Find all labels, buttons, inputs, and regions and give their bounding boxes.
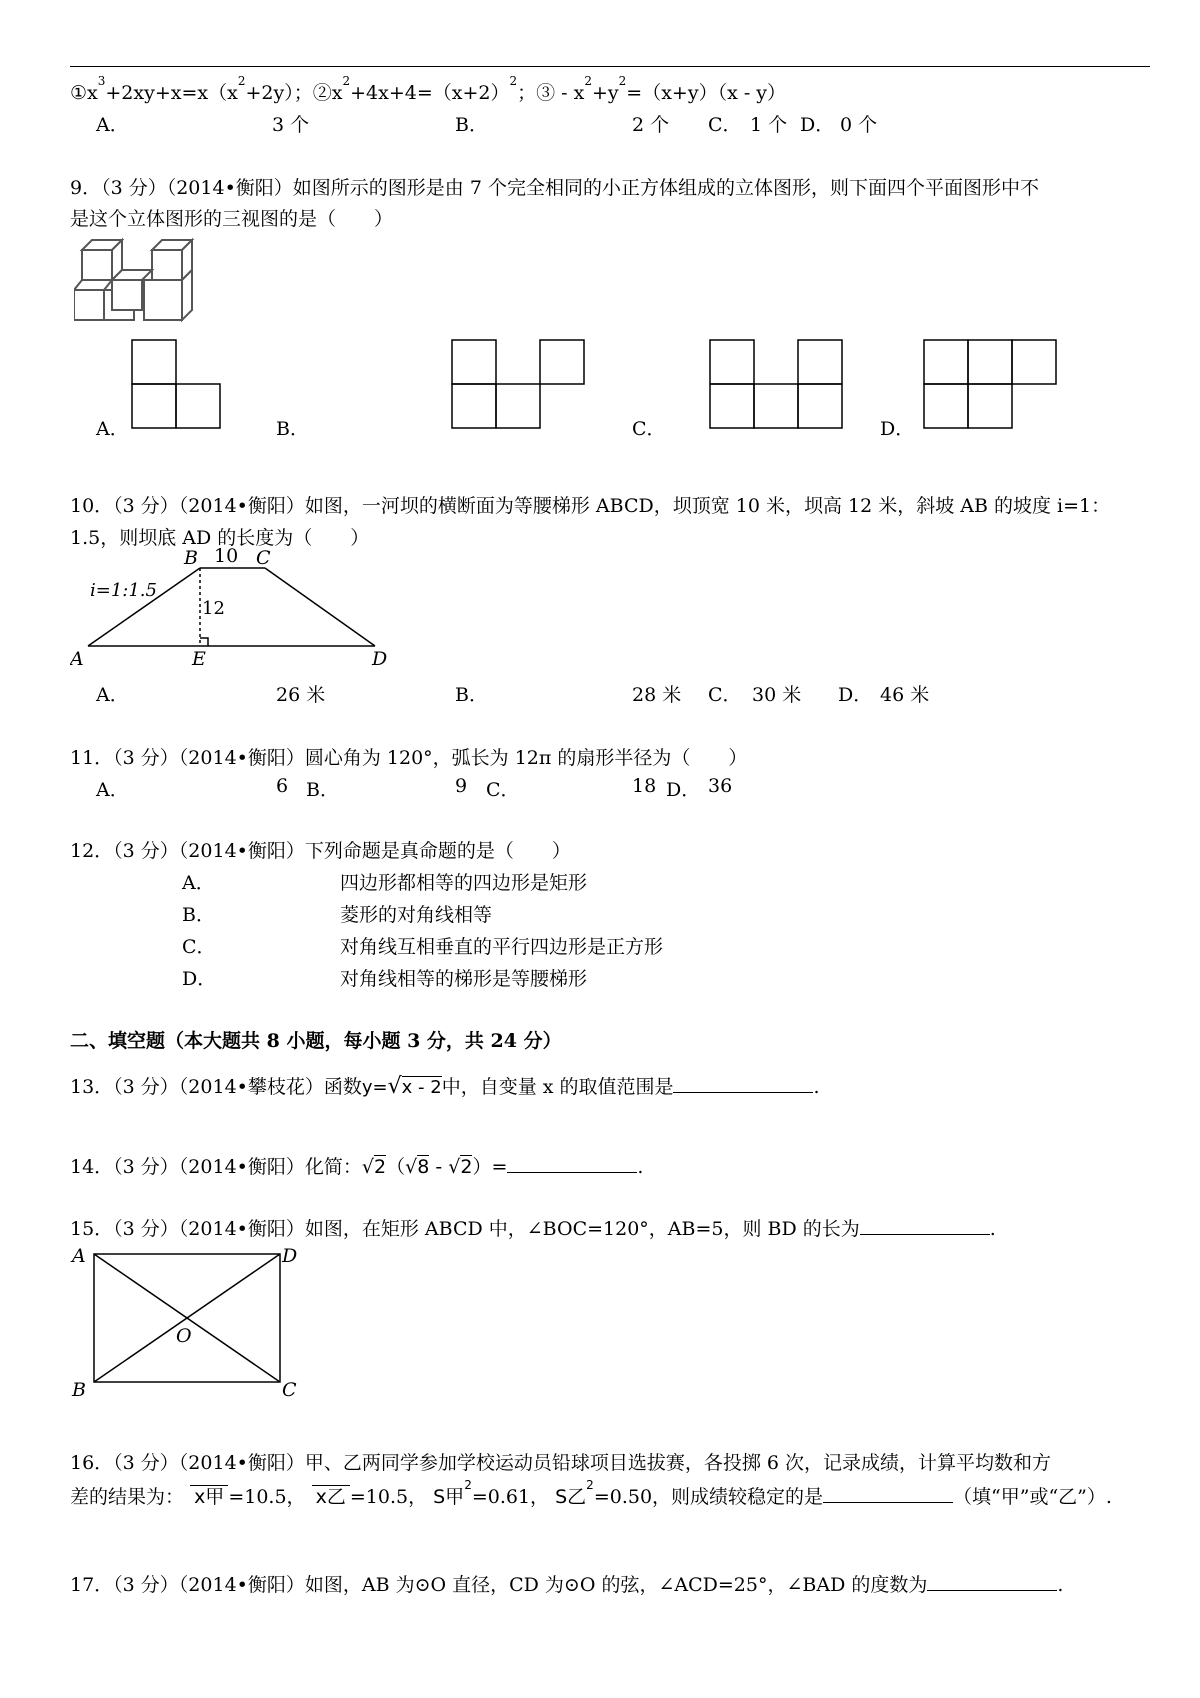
q10-option-c-label: C． bbox=[708, 684, 742, 706]
q13-stem: 13．（3 分）（2014•攀枝花）函数y=√x - 2中，自变量 x 的取值范围是 . bbox=[70, 1074, 820, 1099]
q9-option-b-figure bbox=[450, 338, 590, 433]
q9-cube-figure bbox=[74, 232, 206, 324]
q12-option-a: 四边形都相等的四边形是矩形 bbox=[340, 872, 588, 894]
q11-option-a: 6 bbox=[276, 775, 289, 797]
q14-stem: 14．（3 分）（2014•衡阳）化简：√2（√8 - √2）= . bbox=[70, 1156, 644, 1178]
q10-option-d-label: D． bbox=[838, 684, 873, 706]
q11-option-b-label: B． bbox=[306, 779, 339, 801]
q10-option-b-label: B． bbox=[455, 684, 488, 706]
q15-stem: 15．（3 分）（2014•衡阳）如图，在矩形 ABCD 中，∠BOC=120°，AB=5，则 BD 的长为 . bbox=[70, 1218, 996, 1240]
q10-label-height: 12 bbox=[202, 598, 225, 619]
q10-stem-line2: 1.5，则坝底 AD 的长度为（ ） bbox=[70, 527, 370, 549]
q8-option-c: 1 个 bbox=[750, 114, 788, 136]
q9-option-d-label: D． bbox=[880, 418, 915, 440]
header-rule bbox=[70, 66, 1150, 67]
q10-label-slope: i=1:1.5 bbox=[90, 580, 157, 601]
q13-formula: y=√x - 2 bbox=[361, 1074, 442, 1099]
q12-stem: 12．（3 分）（2014•衡阳）下列命题是真命题的是（ ） bbox=[70, 840, 571, 862]
q10-label-b: B bbox=[184, 548, 198, 569]
q10-label-top: 10 bbox=[214, 548, 239, 567]
q10-option-d: 46 米 bbox=[880, 684, 930, 706]
q12-option-b: 菱形的对角线相等 bbox=[340, 904, 493, 926]
q9-option-c-figure bbox=[708, 338, 848, 433]
q11-option-c: 18 bbox=[632, 775, 657, 797]
q16-stem-line2: 差的结果为： x甲 =10.5， x乙 =10.5， S甲$^2$=0.61， S乙$^2$=0.50，则成绩较稳定的是 （填“甲”或“乙”）. bbox=[70, 1478, 1112, 1508]
q10-option-c: 30 米 bbox=[752, 684, 802, 706]
q10-label-a: A bbox=[70, 648, 84, 670]
q10-option-a: 26 米 bbox=[276, 684, 326, 706]
q16-stem-line1: 16．（3 分）（2014•衡阳）甲、乙两同学参加学校运动员铅球项目选拔赛，各投掷 6 次，记录成绩，计算平均数和方 bbox=[70, 1452, 1052, 1474]
q8-option-c-label: C． bbox=[708, 114, 742, 136]
q12-option-b-label: B． bbox=[182, 904, 215, 926]
q10-label-e: E bbox=[192, 648, 206, 670]
q10-label-d: D bbox=[372, 648, 388, 670]
q8-option-a-label: A． bbox=[96, 114, 129, 136]
q10-stem-line1: 10．（3 分）（2014•衡阳）如图，一河坝的横断面为等腰梯形 ABCD，坝顶宽 10 米，坝高 12 米，斜坡 AB 的坡度 i=1： bbox=[70, 495, 1111, 517]
q11-option-c-label: C． bbox=[486, 779, 520, 801]
q15-label-o: O bbox=[176, 1325, 192, 1347]
q17-stem: 17．（3 分）（2014•衡阳）如图，AB 为⊙O 直径，CD 为⊙O 的弦，∠ACD=25°，∠BAD 的度数为 . bbox=[70, 1574, 1064, 1596]
q16-var-jia: S甲$^2$ bbox=[433, 1478, 472, 1508]
q8-option-a: 3 个 bbox=[272, 114, 310, 136]
q11-option-b: 9 bbox=[455, 775, 468, 797]
q15-rectangle-figure bbox=[70, 1240, 310, 1400]
q16-mean-yi: x乙 bbox=[312, 1485, 350, 1508]
q12-option-a-label: A． bbox=[182, 872, 215, 894]
q9-stem-line1: 9．（3 分）（2014•衡阳）如图所示的图形是由 7 个完全相同的小正方体组成的立体图形，则下面四个平面图形中不 bbox=[70, 177, 1039, 199]
q15-label-d: D bbox=[282, 1245, 298, 1267]
q12-option-c-label: C． bbox=[182, 936, 216, 958]
q13-answer-blank[interactable] bbox=[673, 1092, 813, 1093]
q14-answer-blank[interactable] bbox=[507, 1172, 637, 1173]
q10-option-a-label: A． bbox=[96, 684, 129, 706]
q11-option-d-label: D． bbox=[666, 779, 701, 801]
q15-answer-blank[interactable] bbox=[860, 1234, 990, 1235]
q12-option-c: 对角线互相垂直的平行四边形是正方形 bbox=[340, 936, 664, 958]
q9-option-d-figure bbox=[922, 338, 1062, 433]
q9-option-b-label: B． bbox=[276, 418, 309, 440]
q10-label-c: C bbox=[256, 548, 271, 569]
q8-option-b-label: B． bbox=[455, 114, 488, 136]
q17-answer-blank[interactable] bbox=[927, 1590, 1057, 1591]
q16-answer-blank[interactable] bbox=[823, 1502, 953, 1503]
q10-trapezoid-figure bbox=[70, 548, 400, 672]
q10-option-b: 28 米 bbox=[632, 684, 682, 706]
q15-label-b: B bbox=[72, 1379, 86, 1400]
q9-option-a-label: A． bbox=[96, 418, 129, 440]
q8-option-d-label: D． bbox=[800, 114, 835, 136]
q16-mean-jia: x甲 bbox=[190, 1485, 228, 1508]
q11-option-d: 36 bbox=[708, 775, 733, 797]
q12-option-d: 对角线相等的梯形是等腰梯形 bbox=[340, 968, 588, 990]
q15-label-a: A bbox=[72, 1245, 86, 1267]
q12-option-d-label: D． bbox=[182, 968, 217, 990]
q8-statements: $①x^3+2xy+x=x(x^2+2y)$；$②x^2+4x+4=(x+2)^2$；③ - $x^2+y^2=(x+y)(x - y)$ bbox=[70, 74, 787, 104]
q8-option-b: 2 个 bbox=[632, 114, 670, 136]
q15-label-c: C bbox=[282, 1379, 297, 1400]
q11-stem: 11．（3 分）（2014•衡阳）圆心角为 120°，弧长为 12π 的扇形半径为（ ） bbox=[70, 747, 748, 769]
q9-option-a-figure bbox=[130, 338, 230, 433]
q9-stem-line2: 是这个立体图形的三视图的是（ ） bbox=[70, 208, 394, 230]
q16-var-yi: S乙$^2$ bbox=[555, 1478, 594, 1508]
section-title-fill-in: 二、填空题（本大题共 8 小题，每小题 3 分，共 24 分） bbox=[70, 1030, 562, 1052]
q8-option-d: 0 个 bbox=[840, 114, 878, 136]
q9-option-c-label: C． bbox=[632, 418, 666, 440]
q14-formula: √2（√8 - √2） bbox=[361, 1156, 492, 1178]
q11-option-a-label: A． bbox=[96, 779, 129, 801]
